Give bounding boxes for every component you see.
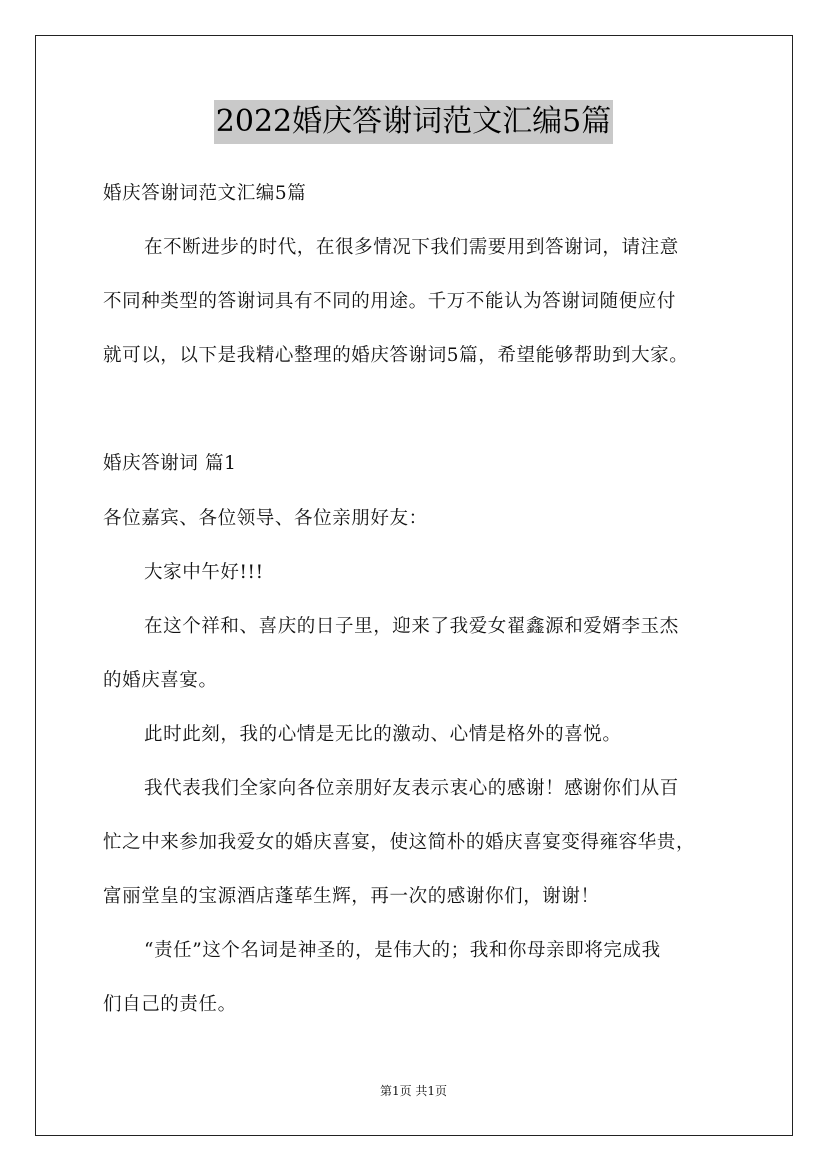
body-line-greeting: 大家中午好!!! <box>144 562 264 583</box>
body-line-10: 们自己的责任。 <box>103 994 237 1015</box>
body-line-7: 忙之中来参加我爱女的婚庆喜宴，使这简朴的婚庆喜宴变得雍容华贵， <box>103 832 696 853</box>
document-subtitle: 婚庆答谢词范文汇编5篇 <box>103 183 307 204</box>
body-line-3: 在这个祥和、喜庆的日子里，迎来了我爱女翟鑫源和爱婿李玉杰 <box>144 616 679 637</box>
section-heading: 婚庆答谢词 篇1 <box>103 453 237 474</box>
title-container <box>0 100 827 144</box>
page-number-footer: 第1页 共1页 <box>379 1084 448 1098</box>
intro-line-2: 不同种类型的答谢词具有不同的用途。千万不能认为答谢词随便应付 <box>103 291 677 312</box>
intro-line-3: 就可以，以下是我精心整理的婚庆答谢词5篇，希望能够帮助到大家。 <box>103 345 689 366</box>
body-line-4: 的婚庆喜宴。 <box>103 670 218 691</box>
body-line-5: 此时此刻，我的心情是无比的激动、心情是格外的喜悦。 <box>144 724 622 745</box>
body-line-8: 富丽堂皇的宝源酒店蓬荜生辉，再一次的感谢你们，谢谢！ <box>103 886 600 907</box>
document-title: 2022婚庆答谢词范文汇编5篇 <box>214 100 613 144</box>
body-line-6: 我代表我们全家向各位亲朋好友表示衷心的感谢！感谢你们从百 <box>144 778 679 799</box>
intro-line-1: 在不断进步的时代，在很多情况下我们需要用到答谢词，请注意 <box>144 237 679 258</box>
body-line-salutation: 各位嘉宾、各位领导、各位亲朋好友： <box>103 508 428 529</box>
body-line-9: “责任”这个名词是神圣的，是伟大的；我和你母亲即将完成我 <box>144 940 661 961</box>
